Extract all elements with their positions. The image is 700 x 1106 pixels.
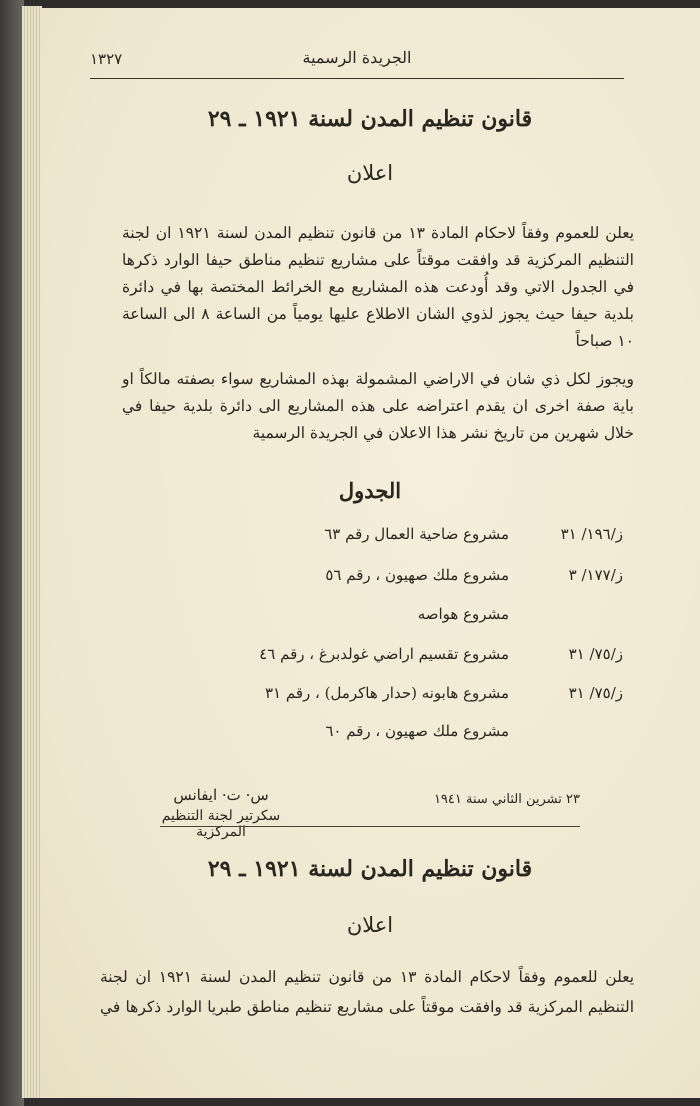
row-project: مشروع تقسيم اراضي غولدبرغ ، رقم ٤٦ (259, 645, 509, 663)
row-project: مشروع ضاحية العمال رقم ٦٣ (324, 525, 509, 543)
row-project: مشروع ملك صهيون ، رقم ٦٠ (325, 722, 509, 740)
row-project: مشروع هواصه (417, 605, 509, 623)
page-stack-edges (22, 6, 42, 1098)
signatory-title: سكرتير لجنة التنظيم المركزية (161, 808, 281, 840)
notice-paragraph-1: يعلن للعموم وفقاً لاحكام المادة ١٣ من قانون تنظيم المدن لسنة ١٩٢١ ان لجنة التنظيم المركزية قد وافقت موقتاً على مشاريع تنظيم مناطق حيفا الوارد ذكرها في الجدول الاتي وقد أُودعت هذه المشاريع مع الخرائط المختصة بها في دائرة بلدية حيفا حيث يجوز لذوي الشان الاطلاع عليها يومياً من الساعة ٨ الى الساعة ١٠ صباحاً (122, 224, 635, 350)
notice-paragraph-3: يعلن للعموم وفقاً لاحكام المادة ١٣ من قانون تنظيم المدن لسنة ١٩٢١ ان لجنة التنظيم المركزية قد وافقت موقتاً على مشاريع تنظيم مناطق طبريا الوارد ذكرها في (100, 968, 635, 1016)
gazette-page (40, 8, 700, 1098)
table-row (259, 645, 623, 669)
notice-heading-1: اعلان (346, 161, 394, 185)
notice-date: ٢٣ تشرين الثاني سنة ١٩٤١ (433, 792, 580, 807)
row-reference: ز/٧٥/ ٣١ (568, 645, 623, 663)
page-number: ١٣٢٧ (90, 50, 123, 68)
row-reference: ز/١٩٦/ ٣١ (560, 525, 623, 543)
table-heading: الجدول (338, 478, 402, 503)
signatory-name: س· ت· ايفانس (173, 786, 269, 804)
notice-paragraph-2: ويجوز لكل ذي شان في الاراضي المشمولة بهذه المشاريع سواء بصفته مالكاً او باية صفة اخرى ان يقدم اعتراضه على هذه المشاريع الى دائرة بلدية حيفا في خلال شهرين من تاريخ نشر هذا الاعلان في الجريدة الرسمية (122, 370, 634, 442)
section-divider (160, 826, 580, 827)
row-reference: ز/٧٥/ ٣١ (568, 684, 623, 702)
table-row (265, 684, 623, 708)
gazette-name: الجريدة الرسمية (302, 48, 412, 67)
row-project: مشروع ملك صهيون ، رقم ٥٦ (325, 566, 509, 584)
notice-heading-2: اعلان (346, 913, 394, 937)
table-row (324, 525, 623, 549)
law-title-2: قانون تنظيم المدن لسنة ١٩٢١ ـ ٢٩ (207, 856, 533, 882)
running-header (90, 48, 624, 79)
table-row (325, 722, 623, 746)
law-title-1: قانون تنظيم المدن لسنة ١٩٢١ ـ ٢٩ (207, 106, 533, 132)
book-spine-edge (0, 0, 24, 1106)
table-row (325, 566, 623, 590)
row-reference: ز/١٧٧/ ٣ (568, 566, 623, 584)
row-project: مشروع هابونه (حدار هاكرمل) ، رقم ٣١ (264, 684, 509, 702)
table-row (418, 605, 623, 629)
signature-block (136, 786, 306, 840)
